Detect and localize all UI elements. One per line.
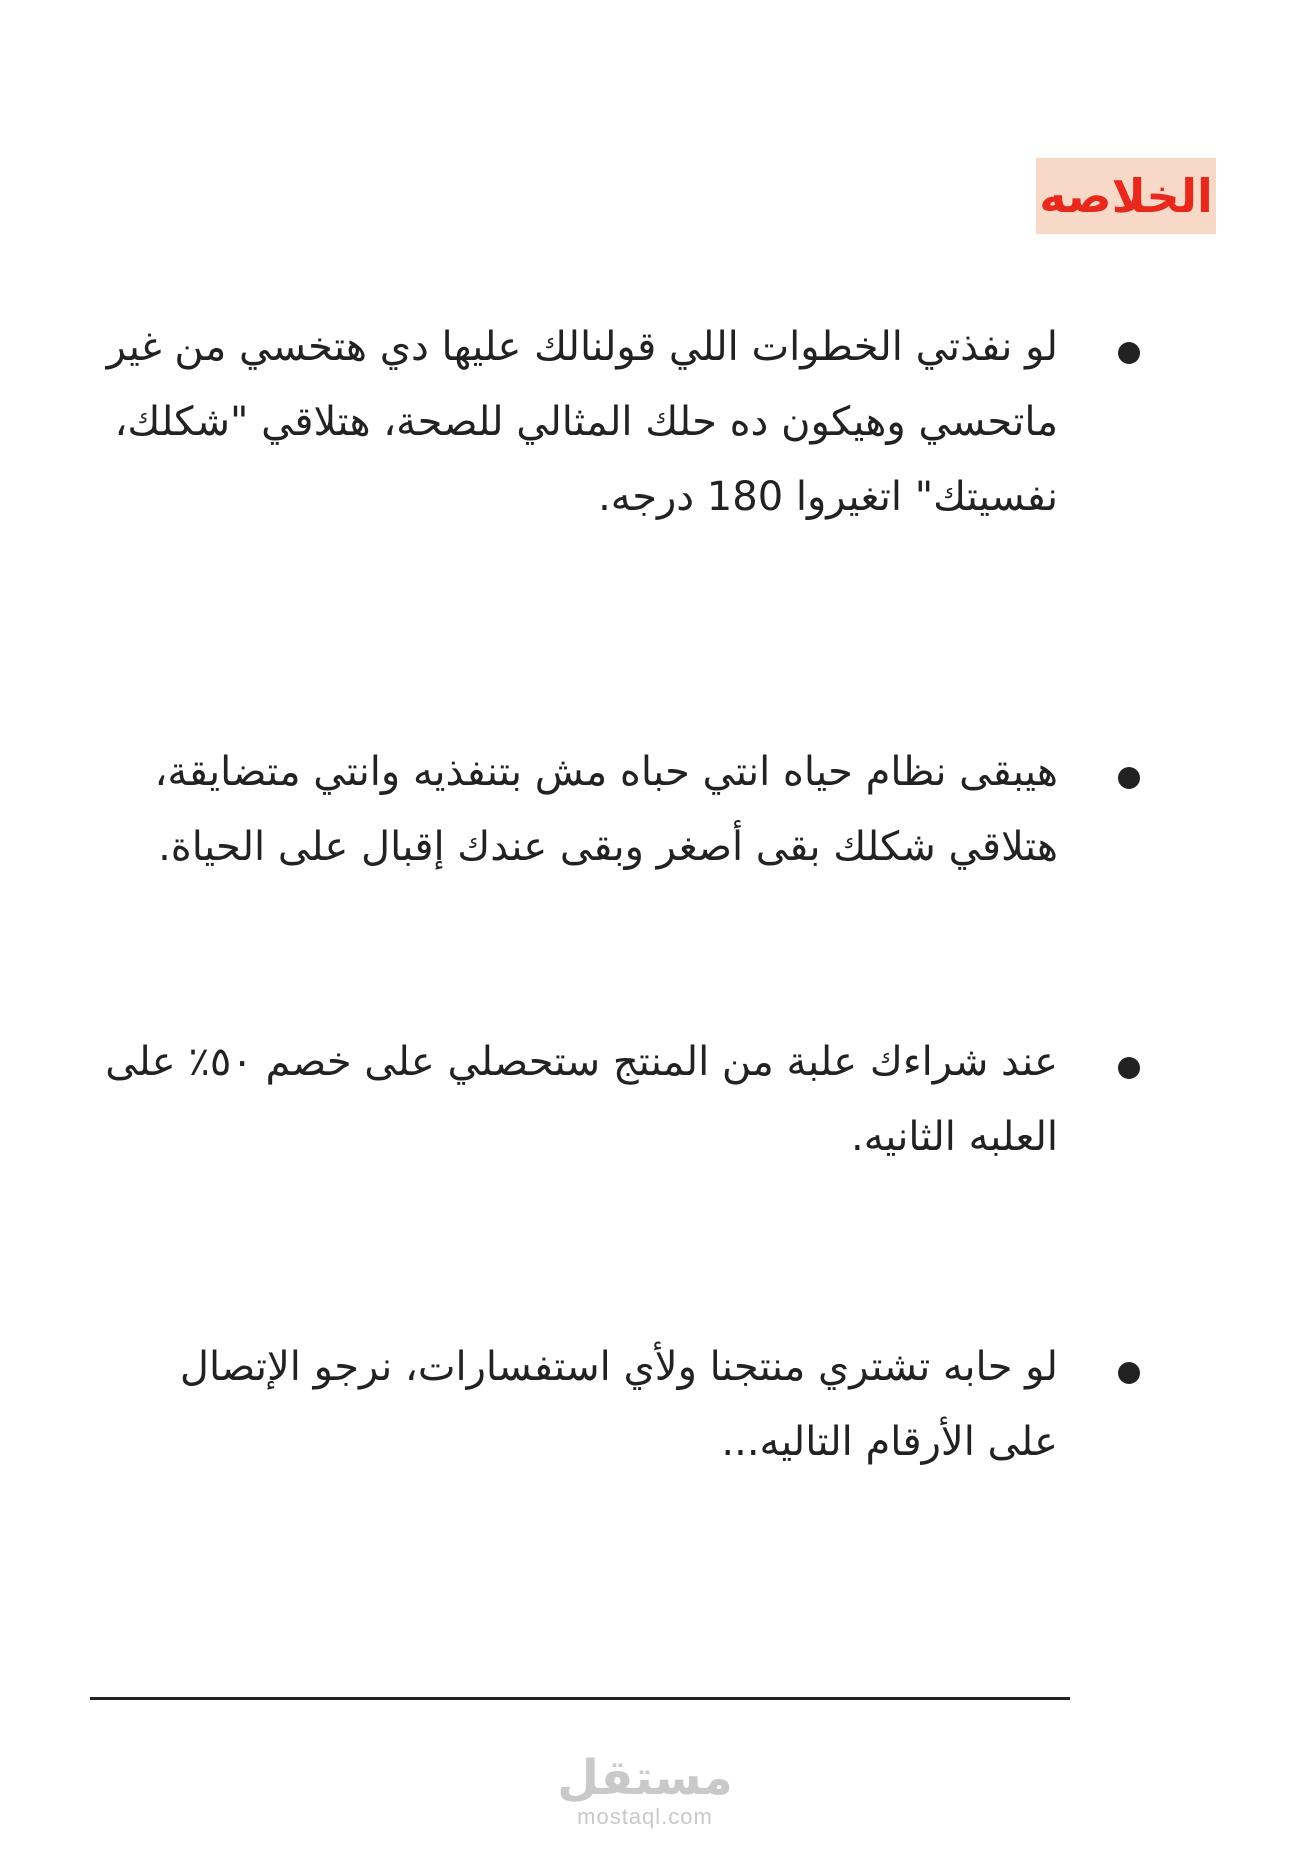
bullet-dot-icon — [1118, 767, 1140, 789]
watermark-logo-arabic: مستقل — [557, 1750, 733, 1806]
watermark-logo-url: mostaql.com — [577, 1804, 713, 1829]
bullet-item — [50, 1025, 1140, 1175]
footer-divider — [90, 1697, 1070, 1700]
bullet-item — [50, 1330, 1140, 1480]
bullet-dot-icon — [1118, 342, 1140, 364]
mostaql-watermark-logo — [0, 1752, 1290, 1830]
bullet-dot-icon — [1118, 1362, 1140, 1384]
bullet-text: عند شراءك علبة من المنتج ستحصلي على خصم ٥٠٪ على العلبه الثانيه. — [105, 1039, 1058, 1160]
bullet-dot-icon — [1118, 1057, 1140, 1079]
bullet-text: هيبقى نظام حياه انتي حباه مش بتنفذيه وانتي متضايقة، هتلاقي شكلك بقى أصغر وبقى عندك إقبال على الحياة. — [154, 749, 1058, 870]
bullet-item — [50, 735, 1140, 885]
bullet-text: لو حابه تشتري منتجنا ولأي استفسارات، نرجو الإتصال على الأرقام التاليه... — [179, 1344, 1058, 1465]
page-title: الخلاصه — [1039, 169, 1213, 223]
bullet-item — [50, 310, 1140, 535]
bullet-text: لو نفذتي الخطوات اللي قولنالك عليها دي هتخسي من غير ماتحسي وهيكون ده حلك المثالي للصحة، هتلاقي "شكلك، نفسيتك" اتغيروا 180 درجه. — [106, 324, 1058, 520]
heading-box — [1036, 158, 1216, 234]
